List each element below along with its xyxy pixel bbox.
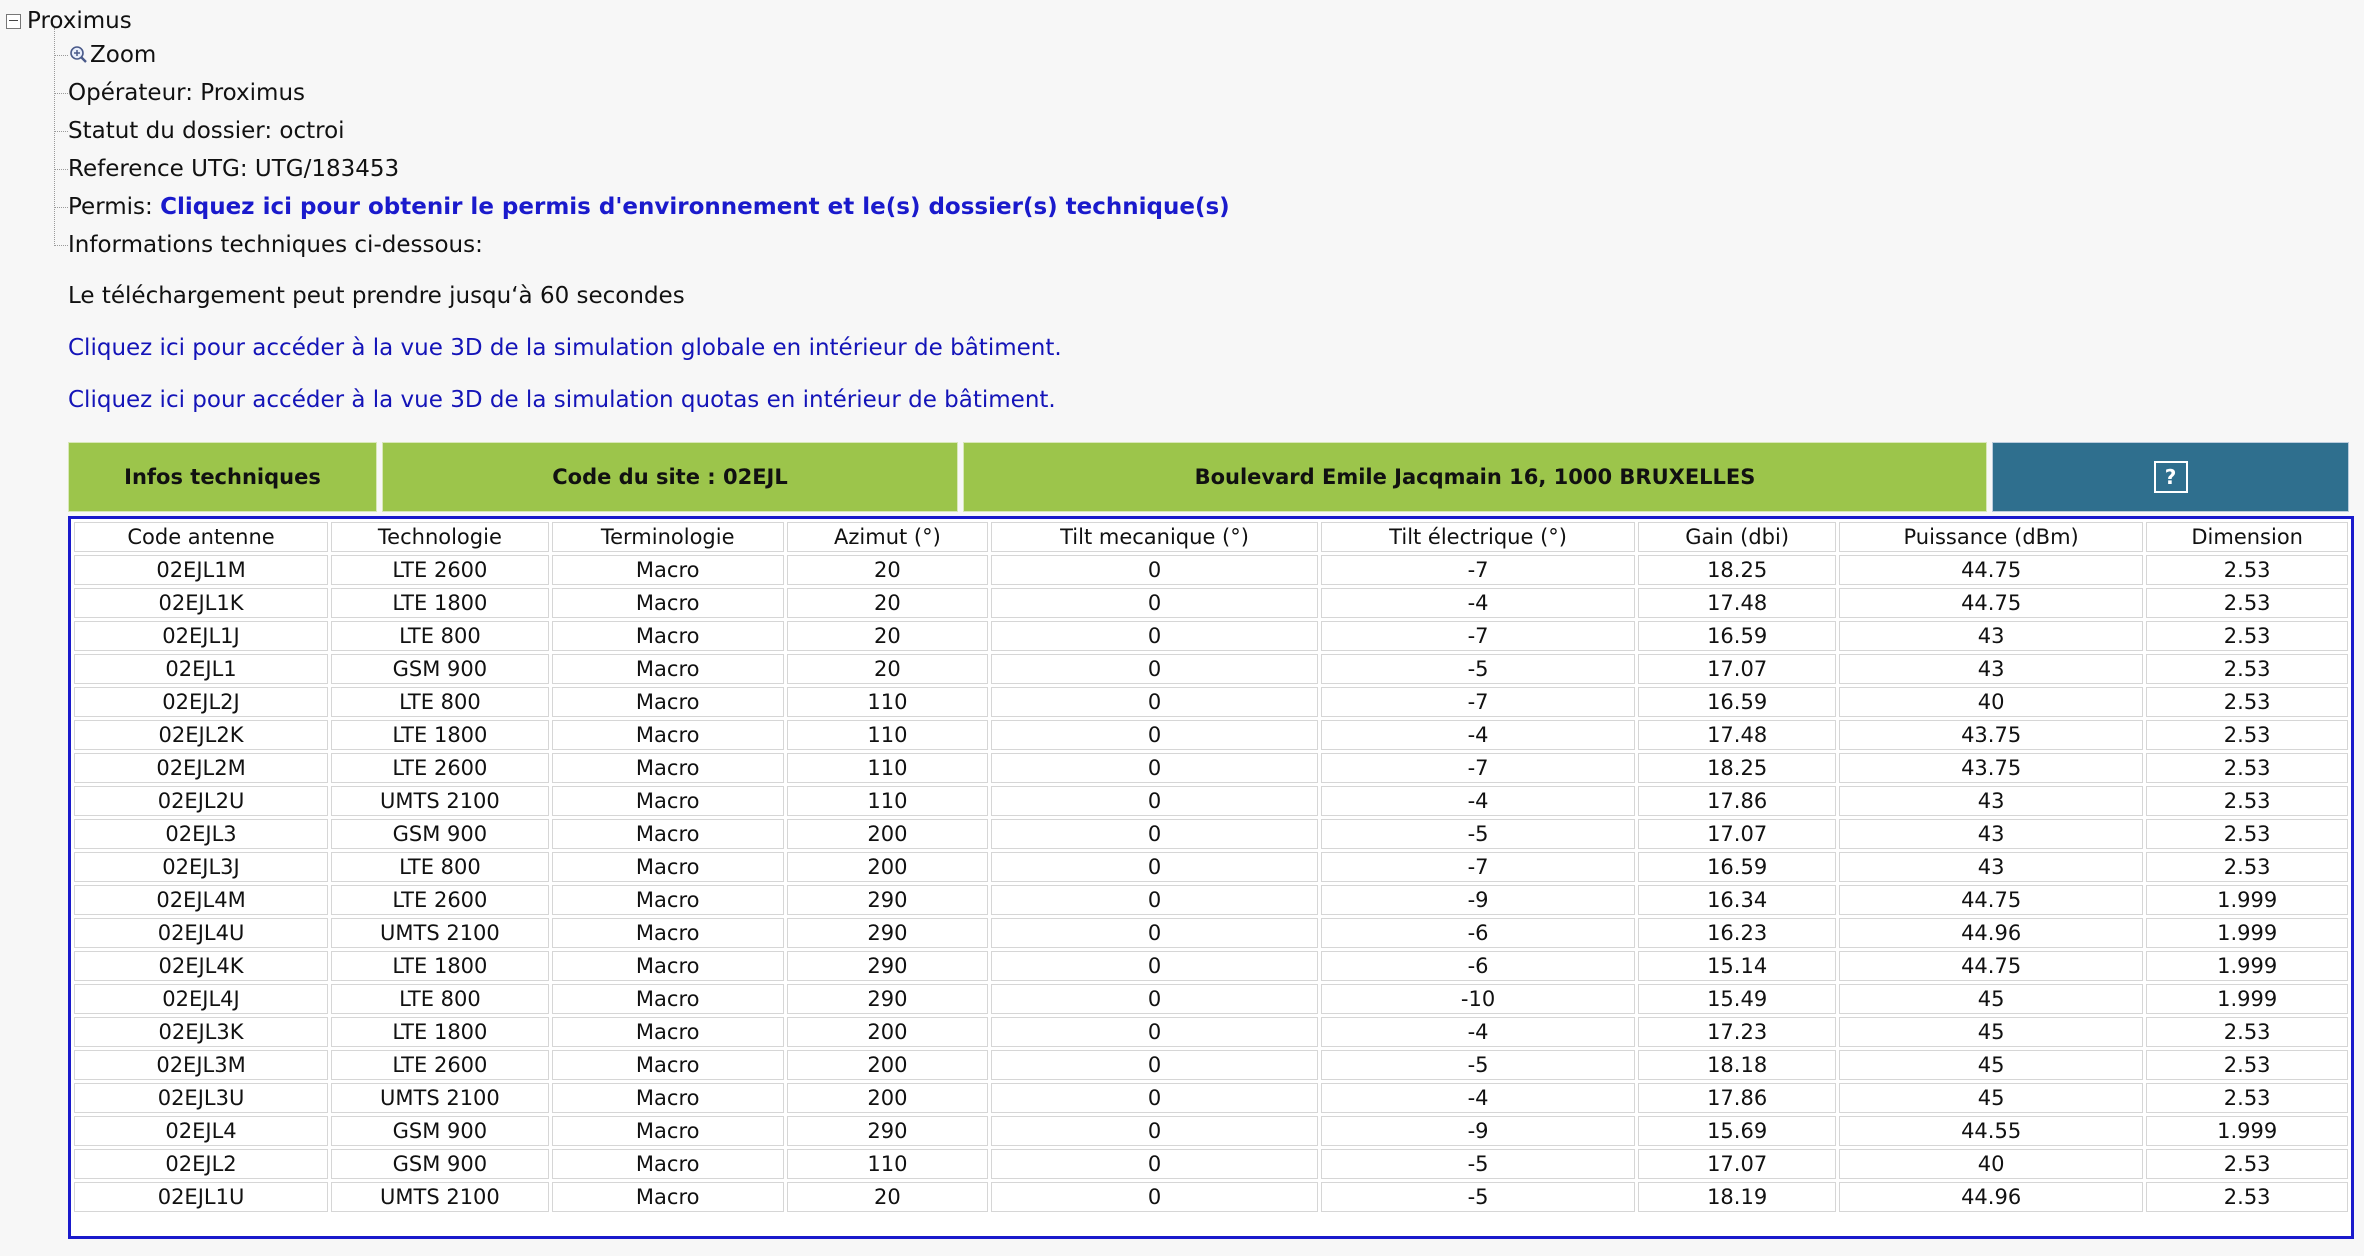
table-cell: LTE 1800 bbox=[331, 588, 549, 618]
table-body bbox=[74, 555, 2348, 1212]
table-cell: 43 bbox=[1839, 654, 2143, 684]
table-cell: 17.07 bbox=[1638, 654, 1836, 684]
table-cell: 02EJL1M bbox=[74, 555, 328, 585]
table-cell: -5 bbox=[1321, 1050, 1636, 1080]
table-cell: LTE 2600 bbox=[331, 555, 549, 585]
table-row bbox=[74, 687, 2348, 717]
table-cell: 02EJL3U bbox=[74, 1083, 328, 1113]
table-row bbox=[74, 654, 2348, 684]
table-cell: GSM 900 bbox=[331, 1149, 549, 1179]
table-cell: 02EJL2K bbox=[74, 720, 328, 750]
table-cell: GSM 900 bbox=[331, 654, 549, 684]
table-cell: 43.75 bbox=[1839, 720, 2143, 750]
table-cell: 2.53 bbox=[2146, 621, 2348, 651]
table-cell: Macro bbox=[552, 1182, 784, 1212]
tree-node-zoom[interactable] bbox=[54, 40, 156, 70]
col-tilt-mecanique: Tilt mecanique (°) bbox=[991, 522, 1318, 552]
table-row bbox=[74, 786, 2348, 816]
table-row bbox=[74, 588, 2348, 618]
table-cell: 1.999 bbox=[2146, 885, 2348, 915]
table-cell: LTE 800 bbox=[331, 621, 549, 651]
table-cell: Macro bbox=[552, 984, 784, 1014]
table-cell: 15.69 bbox=[1638, 1116, 1836, 1146]
link-simulation-globale[interactable]: Cliquez ici pour accéder à la vue 3D de la simulation globale en intérieur de bâtiment. bbox=[68, 335, 1062, 361]
status-text: Statut du dossier: octroi bbox=[68, 118, 345, 144]
table-cell: 44.75 bbox=[1839, 951, 2143, 981]
table-cell: 17.48 bbox=[1638, 588, 1836, 618]
table-cell: 0 bbox=[991, 1182, 1318, 1212]
header-infos-techniques: Infos techniques bbox=[68, 442, 377, 512]
table-cell: 02EJL4M bbox=[74, 885, 328, 915]
table-cell: LTE 800 bbox=[331, 984, 549, 1014]
table-cell: 200 bbox=[787, 1083, 989, 1113]
table-cell: 43 bbox=[1839, 819, 2143, 849]
table-cell: -5 bbox=[1321, 819, 1636, 849]
col-azimut: Azimut (°) bbox=[787, 522, 989, 552]
zoom-label[interactable]: Zoom bbox=[90, 42, 157, 68]
table-cell: 16.59 bbox=[1638, 852, 1836, 882]
table-cell: 16.59 bbox=[1638, 621, 1836, 651]
table-cell: LTE 2600 bbox=[331, 1050, 549, 1080]
zoom-icon[interactable] bbox=[68, 45, 88, 65]
table-cell: UMTS 2100 bbox=[331, 1182, 549, 1212]
table-cell: Macro bbox=[552, 1083, 784, 1113]
table-cell: 0 bbox=[991, 687, 1318, 717]
table-cell: -10 bbox=[1321, 984, 1636, 1014]
table-cell: 290 bbox=[787, 885, 989, 915]
table-cell: Macro bbox=[552, 621, 784, 651]
table-cell: 17.23 bbox=[1638, 1017, 1836, 1047]
table-row bbox=[74, 819, 2348, 849]
tree-root bbox=[6, 6, 132, 36]
infos-text: Informations techniques ci-dessous: bbox=[68, 232, 483, 258]
table-cell: 02EJL4 bbox=[74, 1116, 328, 1146]
table-cell: 110 bbox=[787, 753, 989, 783]
col-dimension: Dimension bbox=[2146, 522, 2348, 552]
table-cell: 17.07 bbox=[1638, 1149, 1836, 1179]
table-cell: 02EJL1 bbox=[74, 654, 328, 684]
table-cell: 02EJL2 bbox=[74, 1149, 328, 1179]
table-cell: 43 bbox=[1839, 621, 2143, 651]
table-cell: 2.53 bbox=[2146, 1050, 2348, 1080]
table-cell: Macro bbox=[552, 588, 784, 618]
table-cell: 2.53 bbox=[2146, 1149, 2348, 1179]
table-row bbox=[74, 555, 2348, 585]
table-cell: -4 bbox=[1321, 786, 1636, 816]
table-cell: 200 bbox=[787, 1050, 989, 1080]
table-row bbox=[74, 918, 2348, 948]
table-cell: 0 bbox=[991, 1083, 1318, 1113]
col-gain: Gain (dbi) bbox=[1638, 522, 1836, 552]
table-cell: GSM 900 bbox=[331, 819, 549, 849]
col-terminologie: Terminologie bbox=[552, 522, 784, 552]
table-cell: 18.19 bbox=[1638, 1182, 1836, 1212]
table-cell: 2.53 bbox=[2146, 588, 2348, 618]
table-cell: 44.75 bbox=[1839, 885, 2143, 915]
table-cell: Macro bbox=[552, 852, 784, 882]
table-cell: 20 bbox=[787, 588, 989, 618]
table-cell: 02EJL4U bbox=[74, 918, 328, 948]
table-cell: 0 bbox=[991, 654, 1318, 684]
table-cell: 40 bbox=[1839, 1149, 2143, 1179]
table-cell: -4 bbox=[1321, 1083, 1636, 1113]
header-address: Boulevard Emile Jacqmain 16, 1000 BRUXELLES bbox=[963, 442, 1987, 512]
table-cell: Macro bbox=[552, 720, 784, 750]
table-cell: 290 bbox=[787, 918, 989, 948]
table-cell: 20 bbox=[787, 555, 989, 585]
table-row bbox=[74, 1083, 2348, 1113]
table-cell: 1.999 bbox=[2146, 918, 2348, 948]
table-cell: 200 bbox=[787, 852, 989, 882]
table-cell: 2.53 bbox=[2146, 654, 2348, 684]
table-row bbox=[74, 951, 2348, 981]
table-cell: 2.53 bbox=[2146, 852, 2348, 882]
permis-label: Permis: bbox=[68, 194, 161, 220]
table-cell: 18.25 bbox=[1638, 555, 1836, 585]
table-cell: Macro bbox=[552, 654, 784, 684]
table-cell: GSM 900 bbox=[331, 1116, 549, 1146]
operator-text: Opérateur: Proximus bbox=[68, 80, 306, 106]
table-cell: 2.53 bbox=[2146, 555, 2348, 585]
table-cell: 0 bbox=[991, 588, 1318, 618]
permis-link[interactable]: Cliquez ici pour obtenir le permis d'environnement et le(s) dossier(s) technique(s) bbox=[160, 194, 1230, 220]
antenna-table bbox=[71, 519, 2351, 1215]
table-cell: 40 bbox=[1839, 687, 2143, 717]
table-cell: LTE 800 bbox=[331, 852, 549, 882]
table-cell: Macro bbox=[552, 1017, 784, 1047]
table-cell: 0 bbox=[991, 1017, 1318, 1047]
table-cell: -5 bbox=[1321, 1182, 1636, 1212]
table-cell: 290 bbox=[787, 951, 989, 981]
table-cell: 44.96 bbox=[1839, 1182, 2143, 1212]
table-cell: 290 bbox=[787, 1116, 989, 1146]
table-cell: 0 bbox=[991, 852, 1318, 882]
table-cell: 0 bbox=[991, 1149, 1318, 1179]
table-cell: 02EJL3K bbox=[74, 1017, 328, 1047]
table-cell: Macro bbox=[552, 555, 784, 585]
tree-node-infos bbox=[54, 230, 483, 260]
table-cell: 20 bbox=[787, 1182, 989, 1212]
table-cell: 02EJL3J bbox=[74, 852, 328, 882]
table-row bbox=[74, 1050, 2348, 1080]
table-cell: -6 bbox=[1321, 951, 1636, 981]
table-cell: 2.53 bbox=[2146, 819, 2348, 849]
table-cell: Macro bbox=[552, 687, 784, 717]
table-cell: 0 bbox=[991, 1116, 1318, 1146]
table-cell: 290 bbox=[787, 984, 989, 1014]
table-cell: 0 bbox=[991, 984, 1318, 1014]
table-cell: 43.75 bbox=[1839, 753, 2143, 783]
table-cell: -4 bbox=[1321, 1017, 1636, 1047]
table-cell: 16.34 bbox=[1638, 885, 1836, 915]
table-cell: 17.86 bbox=[1638, 786, 1836, 816]
table-cell: -7 bbox=[1321, 555, 1636, 585]
table-cell: 110 bbox=[787, 687, 989, 717]
table-row bbox=[74, 621, 2348, 651]
table-cell: -4 bbox=[1321, 720, 1636, 750]
table-cell: Macro bbox=[552, 1116, 784, 1146]
reference-text: Reference UTG: UTG/183453 bbox=[68, 156, 400, 182]
table-cell: 2.53 bbox=[2146, 753, 2348, 783]
table-cell: 2.53 bbox=[2146, 1182, 2348, 1212]
site-header bbox=[68, 442, 2354, 512]
table-cell: UMTS 2100 bbox=[331, 786, 549, 816]
table-cell: 02EJL2J bbox=[74, 687, 328, 717]
table-cell: UMTS 2100 bbox=[331, 918, 549, 948]
tree-root-label[interactable]: Proximus bbox=[27, 8, 132, 34]
table-row bbox=[74, 852, 2348, 882]
table-cell: LTE 800 bbox=[331, 687, 549, 717]
collapse-icon[interactable] bbox=[6, 14, 21, 29]
table-cell: 20 bbox=[787, 654, 989, 684]
table-cell: -9 bbox=[1321, 1116, 1636, 1146]
table-row bbox=[74, 1182, 2348, 1212]
table-cell: 43 bbox=[1839, 786, 2143, 816]
table-cell: -7 bbox=[1321, 621, 1636, 651]
table-cell: Macro bbox=[552, 753, 784, 783]
download-note: Le téléchargement peut prendre jusqu‘à 60 secondes bbox=[68, 283, 685, 309]
table-cell: 18.18 bbox=[1638, 1050, 1836, 1080]
table-cell: 02EJL2U bbox=[74, 786, 328, 816]
tree-node-permis bbox=[54, 192, 1230, 222]
table-cell: 15.49 bbox=[1638, 984, 1836, 1014]
table-cell: 44.96 bbox=[1839, 918, 2143, 948]
table-cell: 02EJL1U bbox=[74, 1182, 328, 1212]
table-cell: -9 bbox=[1321, 885, 1636, 915]
table-cell: 0 bbox=[991, 819, 1318, 849]
antenna-table-frame bbox=[68, 516, 2354, 1239]
table-cell: 45 bbox=[1839, 1083, 2143, 1113]
table-cell: 45 bbox=[1839, 984, 2143, 1014]
table-row bbox=[74, 1017, 2348, 1047]
table-cell: 0 bbox=[991, 621, 1318, 651]
table-cell: 0 bbox=[991, 1050, 1318, 1080]
table-cell: 2.53 bbox=[2146, 687, 2348, 717]
table-cell: -5 bbox=[1321, 654, 1636, 684]
table-cell: 2.53 bbox=[2146, 1017, 2348, 1047]
table-header-row bbox=[74, 522, 2348, 552]
table-cell: 2.53 bbox=[2146, 1083, 2348, 1113]
tree-node-reference bbox=[54, 154, 399, 184]
table-cell: 20 bbox=[787, 621, 989, 651]
table-cell: 2.53 bbox=[2146, 720, 2348, 750]
table-cell: 110 bbox=[787, 720, 989, 750]
table-cell: LTE 2600 bbox=[331, 885, 549, 915]
table-cell: 16.23 bbox=[1638, 918, 1836, 948]
col-puissance: Puissance (dBm) bbox=[1839, 522, 2143, 552]
table-cell: 02EJL3 bbox=[74, 819, 328, 849]
table-cell: Macro bbox=[552, 786, 784, 816]
table-cell: Macro bbox=[552, 819, 784, 849]
table-cell: 02EJL4K bbox=[74, 951, 328, 981]
table-cell: 44.55 bbox=[1839, 1116, 2143, 1146]
table-cell: Macro bbox=[552, 1050, 784, 1080]
col-code-antenne: Code antenne bbox=[74, 522, 328, 552]
table-row bbox=[74, 720, 2348, 750]
table-cell: 200 bbox=[787, 819, 989, 849]
table-cell: 02EJL2M bbox=[74, 753, 328, 783]
table-cell: UMTS 2100 bbox=[331, 1083, 549, 1113]
table-row bbox=[74, 753, 2348, 783]
table-cell: LTE 2600 bbox=[331, 753, 549, 783]
table-row bbox=[74, 1116, 2348, 1146]
table-cell: -7 bbox=[1321, 753, 1636, 783]
table-cell: -4 bbox=[1321, 588, 1636, 618]
table-cell: Macro bbox=[552, 918, 784, 948]
table-cell: 43 bbox=[1839, 852, 2143, 882]
table-cell: 0 bbox=[991, 720, 1318, 750]
header-site-code: Code du site : 02EJL bbox=[382, 442, 958, 512]
table-cell: 1.999 bbox=[2146, 951, 2348, 981]
table-cell: 110 bbox=[787, 1149, 989, 1179]
link-simulation-quotas[interactable]: Cliquez ici pour accéder à la vue 3D de la simulation quotas en intérieur de bâtiment. bbox=[68, 387, 1056, 413]
table-cell: LTE 1800 bbox=[331, 951, 549, 981]
table-row bbox=[74, 1149, 2348, 1179]
table-cell: 44.75 bbox=[1839, 555, 2143, 585]
table-cell: 02EJL1J bbox=[74, 621, 328, 651]
table-cell: 0 bbox=[991, 918, 1318, 948]
table-cell: 0 bbox=[991, 951, 1318, 981]
table-cell: 18.25 bbox=[1638, 753, 1836, 783]
table-cell: -7 bbox=[1321, 852, 1636, 882]
table-cell: 45 bbox=[1839, 1017, 2143, 1047]
table-cell: Macro bbox=[552, 885, 784, 915]
table-cell: LTE 1800 bbox=[331, 1017, 549, 1047]
table-cell: 16.59 bbox=[1638, 687, 1836, 717]
col-technologie: Technologie bbox=[331, 522, 549, 552]
table-cell: 02EJL3M bbox=[74, 1050, 328, 1080]
table-cell: 02EJL1K bbox=[74, 588, 328, 618]
table-cell: 1.999 bbox=[2146, 1116, 2348, 1146]
table-cell: 44.75 bbox=[1839, 588, 2143, 618]
table-cell: 2.53 bbox=[2146, 786, 2348, 816]
table-cell: 15.14 bbox=[1638, 951, 1836, 981]
table-cell: LTE 1800 bbox=[331, 720, 549, 750]
table-cell: 0 bbox=[991, 885, 1318, 915]
table-cell: 45 bbox=[1839, 1050, 2143, 1080]
table-row bbox=[74, 984, 2348, 1014]
table-cell: 0 bbox=[991, 753, 1318, 783]
table-cell: 17.48 bbox=[1638, 720, 1836, 750]
header-help bbox=[1992, 442, 2349, 512]
help-icon[interactable]: ? bbox=[2154, 461, 2188, 493]
tree-node-operator bbox=[54, 78, 305, 108]
col-tilt-electrique: Tilt électrique (°) bbox=[1321, 522, 1636, 552]
table-cell: -7 bbox=[1321, 687, 1636, 717]
tree-node-status bbox=[54, 116, 345, 146]
table-cell: 110 bbox=[787, 786, 989, 816]
table-cell: Macro bbox=[552, 951, 784, 981]
table-cell: 17.86 bbox=[1638, 1083, 1836, 1113]
table-cell: 1.999 bbox=[2146, 984, 2348, 1014]
table-cell: 17.07 bbox=[1638, 819, 1836, 849]
table-cell: -6 bbox=[1321, 918, 1636, 948]
table-cell: 0 bbox=[991, 786, 1318, 816]
table-cell: 02EJL4J bbox=[74, 984, 328, 1014]
table-row bbox=[74, 885, 2348, 915]
table-cell: Macro bbox=[552, 1149, 784, 1179]
table-cell: -5 bbox=[1321, 1149, 1636, 1179]
table-cell: 200 bbox=[787, 1017, 989, 1047]
table-cell: 0 bbox=[991, 555, 1318, 585]
